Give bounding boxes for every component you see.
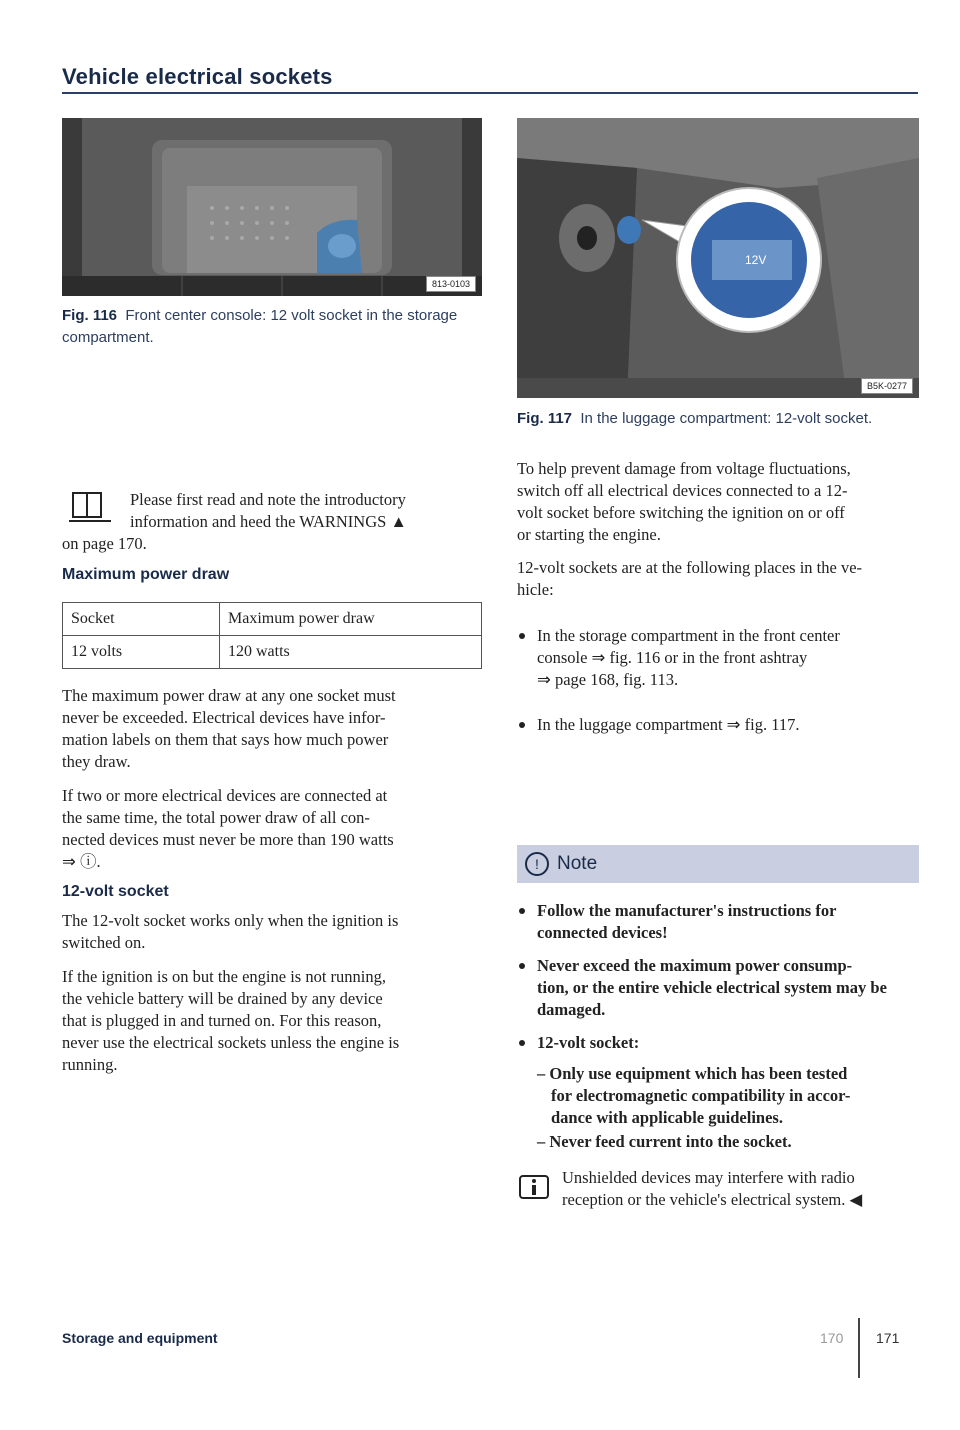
- figure-117-image: [517, 118, 919, 398]
- figure-117-caption-text: In the luggage compartment: 12-volt socket.: [580, 410, 873, 427]
- list-item: – Only use equipment which has been tested for electromagnetic compatibility in accor- dance with applicable guidelines.: [537, 1064, 851, 1127]
- page-number-right: 171: [876, 1330, 900, 1346]
- list-item: In the storage compartment in the front center console ⇒ fig. 116 or in the front ashtray ⇒ page 168, fig. 113.: [537, 625, 840, 691]
- list-item: Follow the manufacturer's instructions for connected devices!: [537, 900, 836, 944]
- list-item: – Never feed current into the socket.: [537, 1132, 792, 1151]
- figure-116-number: Fig. 116: [62, 307, 118, 324]
- figure-117-illustration: [517, 118, 919, 398]
- list-item: 12-volt socket:: [537, 1032, 639, 1054]
- figure-117-badge: 12V: [745, 253, 767, 267]
- book-icon: [65, 487, 115, 527]
- caution-circle-icon: !: [525, 852, 549, 876]
- warning-triangle-icon: ▲: [390, 512, 407, 531]
- table-header-row: [63, 603, 482, 636]
- table-cell: 12 volts: [63, 636, 220, 669]
- figure-116-image: [62, 118, 482, 296]
- figure-116-caption-text: Front center console: 12 volt socket in the storage compartment.: [62, 307, 458, 346]
- figure-117-caption: [517, 408, 919, 430]
- info-icon: [518, 1170, 550, 1202]
- figure-117-code: B5K-0277: [861, 378, 913, 394]
- intro-line-2: information and heed the WARNINGS ▲: [130, 512, 407, 531]
- list-item: Never exceed the maximum power consump- tion, or the entire vehicle electrical system may be damaged.: [537, 955, 887, 1021]
- note-header: [517, 845, 919, 883]
- page-number-left: 170: [820, 1330, 844, 1346]
- intro-line-1: Please first read and note the introductory: [130, 490, 406, 509]
- socket-heading: 12-volt socket: [62, 883, 169, 900]
- info-line-2: reception or the vehicle's electrical system. ◀: [562, 1190, 863, 1209]
- figure-116-illustration: [62, 118, 482, 296]
- figure-117-number: Fig. 117: [517, 410, 573, 427]
- figure-116-code: 813-0103: [426, 276, 476, 292]
- table-header-cell: Socket: [63, 603, 220, 636]
- list-item: In the luggage compartment ⇒ fig. 117.: [537, 714, 799, 736]
- caution-reference-link[interactable]: ⇒ ⓘ.: [62, 852, 101, 871]
- table-header-cell: Maximum power draw: [220, 603, 482, 636]
- power-draw-table: [62, 602, 482, 669]
- page-header-title: Vehicle electrical sockets: [62, 64, 333, 89]
- table-row: [63, 636, 482, 669]
- footer-section-title: Storage and equipment: [62, 1330, 218, 1346]
- intro-line-3: on page 170.: [62, 534, 147, 553]
- info-line-1: Unshielded devices may interfere with radio: [562, 1168, 855, 1187]
- figure-116-caption: [62, 305, 482, 349]
- power-draw-heading: Maximum power draw: [62, 566, 230, 583]
- note-title: Note: [557, 853, 598, 874]
- page-divider: [858, 1318, 860, 1378]
- header-rule: [62, 92, 918, 94]
- table-cell: 120 watts: [220, 636, 482, 669]
